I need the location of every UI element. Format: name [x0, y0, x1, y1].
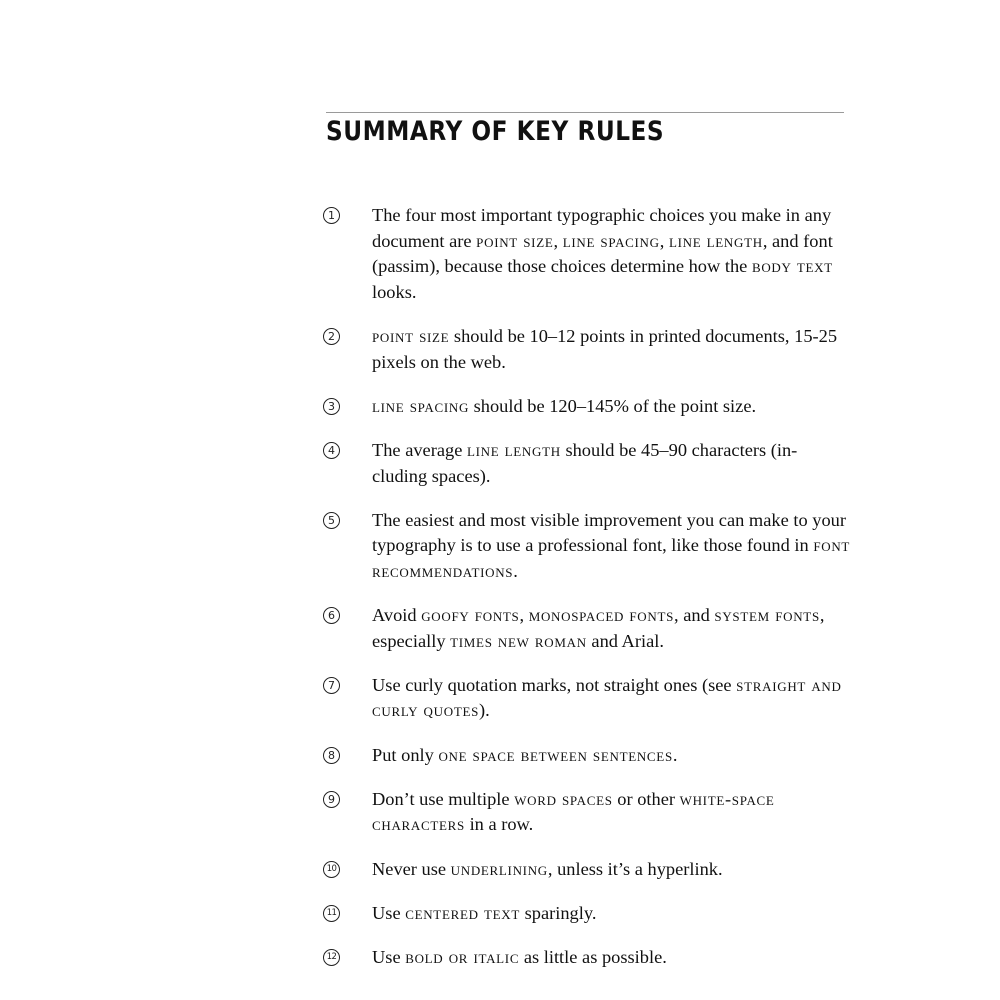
- rule-item: [322, 438, 852, 489]
- rule-text: [372, 440, 797, 486]
- small-caps-term: system fonts: [714, 605, 820, 626]
- circled-number-icon: 1: [323, 207, 340, 224]
- rule-item: [322, 394, 852, 420]
- text-run: Put only: [372, 744, 439, 765]
- rule-text: [372, 675, 842, 721]
- text-run: ).: [479, 700, 490, 721]
- text-run: should be 45–90 characters (in-cluding spaces).: [372, 439, 798, 486]
- rule-item: [322, 945, 852, 971]
- rule-text: [372, 859, 723, 879]
- small-caps-term: body text: [751, 256, 833, 277]
- rule-text: [372, 396, 756, 416]
- circled-number-icon: 2: [323, 328, 340, 345]
- circled-number-icon: 10: [323, 861, 340, 878]
- small-caps-term: line spacing: [372, 395, 470, 416]
- small-caps-term: line length: [668, 230, 763, 251]
- text-run: .: [513, 560, 518, 581]
- key-rules-list: [322, 203, 852, 989]
- text-run: ,: [659, 230, 669, 251]
- small-caps-term: goofy fonts: [421, 605, 520, 626]
- text-run: looks.: [372, 281, 417, 302]
- rule-text: [372, 326, 837, 372]
- circled-number-icon: 6: [323, 607, 340, 624]
- rule-text: [372, 903, 596, 923]
- rule-text: [372, 745, 678, 765]
- text-run: Use: [372, 902, 406, 923]
- rule-item: [322, 508, 852, 585]
- small-caps-term: straight and curly quotes: [372, 674, 842, 721]
- small-caps-term: word spaces: [514, 788, 613, 809]
- rule-text: [372, 205, 833, 302]
- small-caps-term: point size: [476, 230, 554, 251]
- text-run: Use curly quotation marks, not straight ones (see: [372, 674, 737, 695]
- text-run: ,: [519, 605, 529, 626]
- small-caps-term: times new roman: [450, 630, 587, 651]
- rule-text: [372, 605, 824, 651]
- small-caps-term: bold or italic: [405, 947, 520, 967]
- text-run: should be 10–12 points in printed documents, 15-25 pixels on the web.: [372, 325, 838, 372]
- small-caps-term: line length: [466, 439, 561, 460]
- rule-item: [322, 743, 852, 769]
- small-caps-term: monospaced fonts: [528, 605, 675, 626]
- text-run: The average: [372, 439, 467, 460]
- rule-item: [322, 901, 852, 927]
- circled-number-icon: 7: [323, 677, 340, 694]
- rule-item: [322, 324, 852, 375]
- circled-number-icon: 8: [323, 747, 340, 764]
- rule-text: [372, 947, 667, 967]
- circled-number-icon: 3: [323, 398, 340, 415]
- circled-number-icon: 11: [323, 905, 340, 922]
- circled-number-icon: 5: [323, 512, 340, 529]
- small-caps-term: line spacing: [562, 230, 660, 251]
- text-run: , and font (passim), because those choices determine how the: [372, 230, 833, 277]
- rule-item: [322, 787, 852, 838]
- text-run: in a row.: [464, 814, 534, 835]
- circled-number-icon: 9: [323, 791, 340, 808]
- circled-number-icon: 4: [323, 442, 340, 459]
- rule-item: [322, 673, 852, 724]
- small-caps-term: centered text: [405, 902, 520, 923]
- small-caps-term: white-space characters: [372, 788, 775, 835]
- rule-text: [372, 789, 775, 835]
- page-title: SUMMARY OF KEY RULES: [326, 116, 665, 147]
- text-run: sparingly.: [520, 902, 597, 923]
- text-run: , and: [674, 605, 715, 626]
- text-run: Avoid: [372, 605, 422, 626]
- rule-item: [322, 857, 852, 883]
- text-run: , especially: [372, 605, 825, 651]
- text-run: should be 120–145% of the point size.: [469, 395, 757, 416]
- text-run: , unless it’s a hyperlink.: [547, 858, 723, 879]
- text-run: as little as possible.: [519, 947, 667, 967]
- text-run: The easiest and most visible improvement you can make to your typography is to use a professional font, like those found in: [372, 509, 846, 556]
- text-run: and Arial.: [586, 630, 664, 651]
- small-caps-term: underlining: [450, 858, 548, 879]
- text-run: The four most important typographic choices you make in any document are: [372, 205, 832, 251]
- small-caps-term: one space between sentences: [438, 744, 673, 765]
- text-run: .: [672, 744, 678, 765]
- small-caps-term: point size: [372, 325, 450, 346]
- rule-item: [322, 203, 852, 305]
- text-run: ,: [553, 230, 563, 251]
- rule-item: [322, 603, 852, 654]
- circled-number-icon: 12: [323, 949, 340, 966]
- text-run: Never use: [372, 858, 451, 879]
- small-caps-term: font recommendations: [372, 535, 851, 581]
- rule-text: [372, 510, 850, 581]
- text-run: Use: [372, 947, 406, 967]
- text-run: Don’t use multiple: [372, 788, 515, 809]
- text-run: or other: [612, 788, 680, 809]
